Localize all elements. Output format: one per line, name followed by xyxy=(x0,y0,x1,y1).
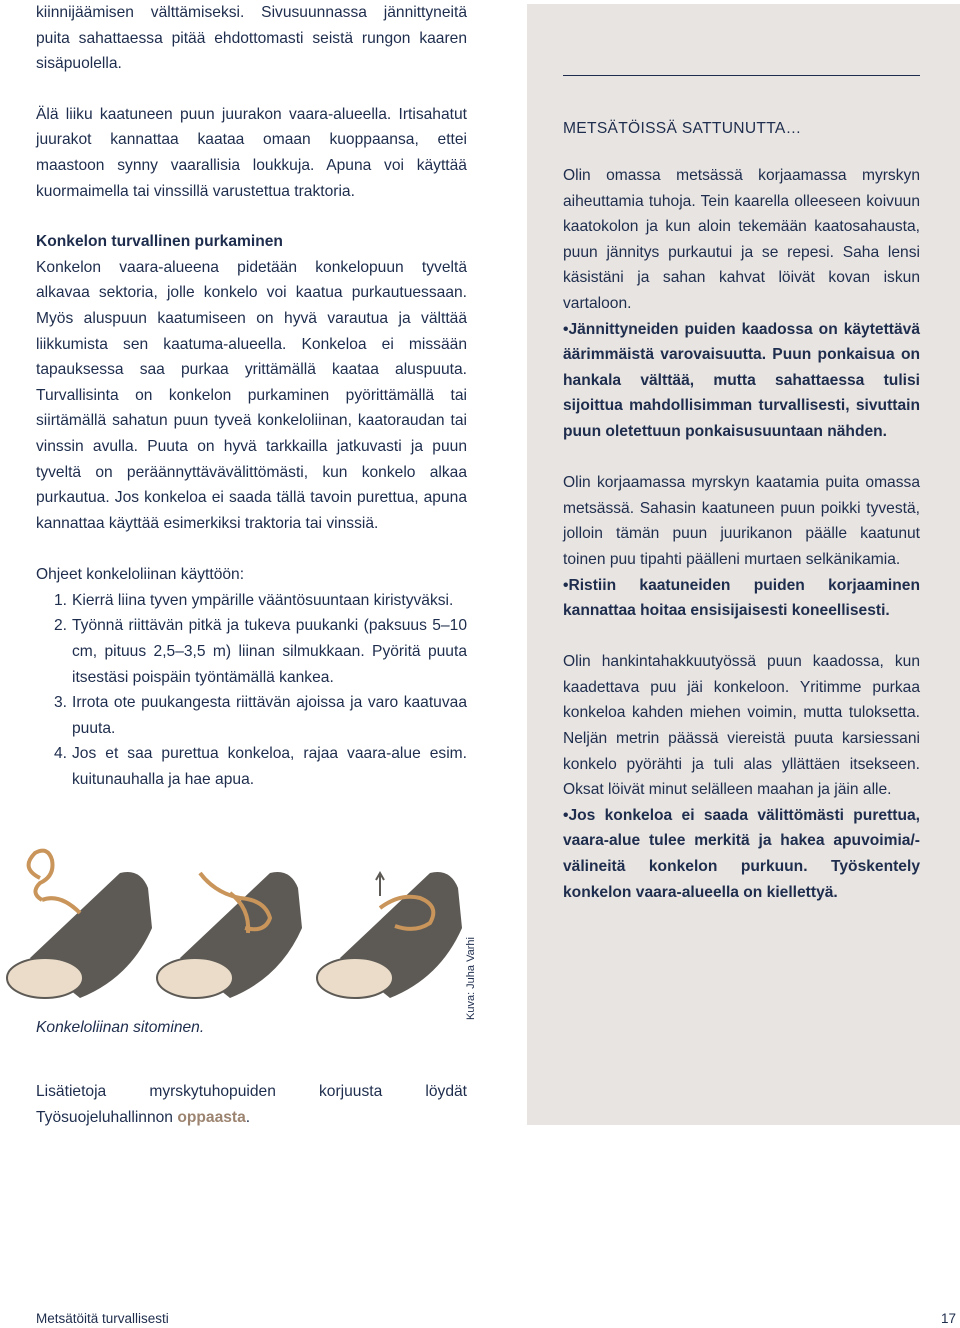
instructions-title: Ohjeet konkeloliinan käyttöön: xyxy=(36,566,245,584)
section-heading: Konkelon turvallinen purkaminen xyxy=(36,233,283,251)
step-number: 1. xyxy=(54,591,68,609)
paragraph-continuation: kiinnijäämisen välttämiseksi. Sivusuunnassa jännittyneitä puita sahattaessa pitää ehdottomasti seistä rungon kaaren sisäpuolella. xyxy=(36,4,467,73)
page-number: 17 xyxy=(940,1311,956,1326)
incident-lesson-2: •Ristiin kaatuneiden puiden korjaaminen kannattaa hoitaa ensisijaisesti koneellisesti. xyxy=(563,576,920,620)
incidents-box xyxy=(527,4,960,1125)
incident-story-1: Olin omassa metsässä korjaamassa myrskyn aiheuttamia tuhoja. Tein kaarella olleeseen koivuun kaatokolon ja kun aloin tekemään kaatosahausta, puun jännitys purkautui ja se repesi. Saha lensi käsistäni ja sahan kahvat löivät kovan iskun vartaloon. xyxy=(563,167,920,312)
step-text: Jos et saa purettua konkeloa, rajaa vaara-alue esim. kuitunauhalla ja hae apua. xyxy=(72,745,467,789)
box-divider xyxy=(563,75,920,76)
paragraph-konkelo: Konkelon vaara-alueena pidetään konkelopuun tyveltä alkavaa sektoria, jolle konkelo voi kaatua purkautuessaan. Myös aluspuun kaatumiseen on hyvä varautua ja välttää liikkumista sen kaatuma-alueella. Konkeloa ei missään tapauksessa saa purkaa yrittämällä kaataa aluspuuta. Turvallisinta on konkelon purkaminen pyörittämällä tai siirtämällä sahatun puun tyveä konkeloliinan, kaatoraudan tai vinssin avulla. Puuta on hyvä tarkkailla jatkuvasti ja puun tyveltä on peräännyttävävälittömästi, kun konkelo alkaa purkautua. Jos konkeloa ei saada tällä tavoin purettua, apuna kannattaa käyttää esimerkiksi traktoria tai vinssiä. xyxy=(36,258,467,532)
box-title: METSÄTÖISSÄ SATTUNUTTA… xyxy=(563,120,802,137)
list-item xyxy=(36,741,467,792)
step-number: 3. xyxy=(54,694,68,712)
log-figure-3 xyxy=(317,872,462,998)
incident-lesson-3: •Jos konkeloa ei saada välittömästi purettua, vaara-alue tulee merkitä ja hakea apuvoimia/-välineitä konkelon purkuun. Työskentely konkelon vaara-alueella on kiellettyä. xyxy=(563,806,920,901)
log-figure-1 xyxy=(7,851,152,998)
rope-illustration xyxy=(0,838,480,1028)
more-info xyxy=(36,1079,467,1130)
figure-caption: Konkeloliinan sitominen. xyxy=(36,1019,205,1036)
incident-story-3: Olin hankintahakkuutyössä puun kaadossa, kun kaadettava puu jäi konkeloon. Yritimme purkaa konkeloa kahden miehen voimin, mutta tuloksetta. Neljän metrin päässä viereistä puuta karsiessani konkelo pyörähti ja tuli alas yllättäen itsekseen. Oksat löivät minut selälleen maahan ja jäin alle. xyxy=(563,653,920,799)
paragraph-root-danger: Älä liiku kaatuneen puun juurakon vaara-alueella. Irtisahatut juurakot kannattaa kaataa omaan kuoppaansa, ettei maastoon synny vaarallisia loukkuja. Apuna voi käyttää kuormaimella tai vinssillä varustettua traktoria. xyxy=(36,105,467,200)
box-body xyxy=(563,163,920,905)
left-column xyxy=(36,0,467,793)
instructions-list xyxy=(36,588,467,793)
step-number: 2. xyxy=(54,617,68,635)
list-item xyxy=(36,690,467,741)
incident-story-2: Olin korjaamassa myrskyn kaatamia puita omassa metsässä. Sahasin kaatuneen puun poikki tyvestä, jolloin tämän puun juurikanon päälle kaatunut toinen puu tipahti päälleni murtaen selkänikamia. xyxy=(563,474,920,568)
list-item xyxy=(36,613,467,690)
footer-publication: Metsätöitä turvallisesti xyxy=(36,1311,169,1326)
photo-credit: Kuva: Juha Varhi xyxy=(465,937,477,1020)
list-item xyxy=(36,588,467,614)
more-info-end: . xyxy=(245,1108,251,1126)
guide-link[interactable]: oppaasta xyxy=(177,1108,246,1126)
step-text: Työnnä riittävän pitkä ja tukeva puukanki (paksuus 5–10 cm, pituus 2,5–3,5 m) liinan silmukkaan. Pyöritä puuta itsestäsi poispäin työntämällä kankea. xyxy=(72,617,467,686)
step-text: Irrota ote puukangesta riittävän ajoissa ja varo kaatuvaa puuta. xyxy=(72,694,467,737)
log-figure-2 xyxy=(157,872,302,998)
more-info-text: Lisätietoja myrskytuhopuiden korjuusta löydät Työsuojeluhallinnon xyxy=(36,1083,467,1126)
incident-lesson-1: •Jännittyneiden puiden kaadossa on käytettävä äärimmäistä varovaisuutta. Puun ponkaisua on hankala välttää, mutta sahattaessa tulisi sijoittua mahdollisimman turvallisesti, sivuttain puun oletettuun ponkaisusuuntaan nähden. xyxy=(563,320,920,440)
step-text: Kierrä liina tyven ympärille vääntösuuntaan kiristyväksi. xyxy=(72,591,454,609)
step-number: 4. xyxy=(54,745,68,763)
